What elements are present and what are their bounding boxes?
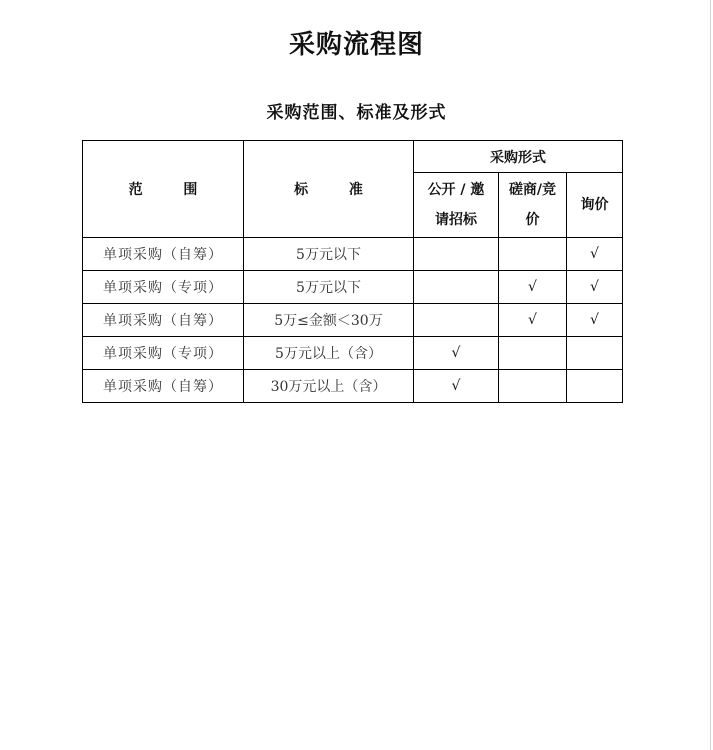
header-scope — [83, 141, 244, 238]
header-open-tender-line1: 公开 / 邀 — [427, 182, 485, 198]
header-procurement-form: 采购形式 — [414, 141, 623, 173]
document-title: 采购流程图 — [288, 30, 424, 60]
table-row — [83, 304, 623, 337]
inquiry-check — [567, 337, 623, 370]
standard-cell: 30万元以上（含） — [244, 370, 414, 403]
table-row — [83, 370, 623, 403]
inquiry-check: √ — [567, 238, 623, 271]
inquiry-check: √ — [567, 271, 623, 304]
open-tender-check: √ — [414, 337, 499, 370]
table-row — [83, 238, 623, 271]
open-tender-check — [414, 238, 499, 271]
header-negotiation-line1: 磋商/竞 — [508, 182, 557, 198]
header-standard — [244, 141, 414, 238]
standard-cell: 5万元以下 — [244, 238, 414, 271]
negotiation-check: √ — [499, 271, 567, 304]
standard-cell: 5万元以上（含） — [244, 337, 414, 370]
table-row — [83, 271, 623, 304]
scope-cell: 单项采购（专项） — [83, 337, 244, 370]
open-tender-check — [414, 271, 499, 304]
header-negotiation — [499, 173, 567, 238]
negotiation-check: √ — [499, 304, 567, 337]
document-subtitle: 采购范围、标准及形式 — [266, 103, 447, 123]
header-scope-label: 范 围 — [128, 182, 216, 198]
procurement-table — [82, 140, 623, 403]
header-negotiation-line2: 价 — [525, 212, 540, 228]
scope-cell: 单项采购（自筹） — [83, 370, 244, 403]
open-tender-check: √ — [414, 370, 499, 403]
standard-cell: 5万元以下 — [244, 271, 414, 304]
header-open-tender-line2: 请招标 — [435, 212, 477, 228]
inquiry-check: √ — [567, 304, 623, 337]
table-row — [83, 337, 623, 370]
negotiation-check — [499, 238, 567, 271]
inquiry-check — [567, 370, 623, 403]
negotiation-check — [499, 370, 567, 403]
header-open-tender — [414, 173, 499, 238]
header-standard-label: 标 准 — [294, 182, 381, 198]
standard-cell: 5万≤金额＜30万 — [244, 304, 414, 337]
scope-cell: 单项采购（自筹） — [83, 304, 244, 337]
negotiation-check — [499, 337, 567, 370]
open-tender-check — [414, 304, 499, 337]
scope-cell: 单项采购（自筹） — [83, 238, 244, 271]
scope-cell: 单项采购（专项） — [83, 271, 244, 304]
header-inquiry: 询价 — [567, 173, 623, 238]
